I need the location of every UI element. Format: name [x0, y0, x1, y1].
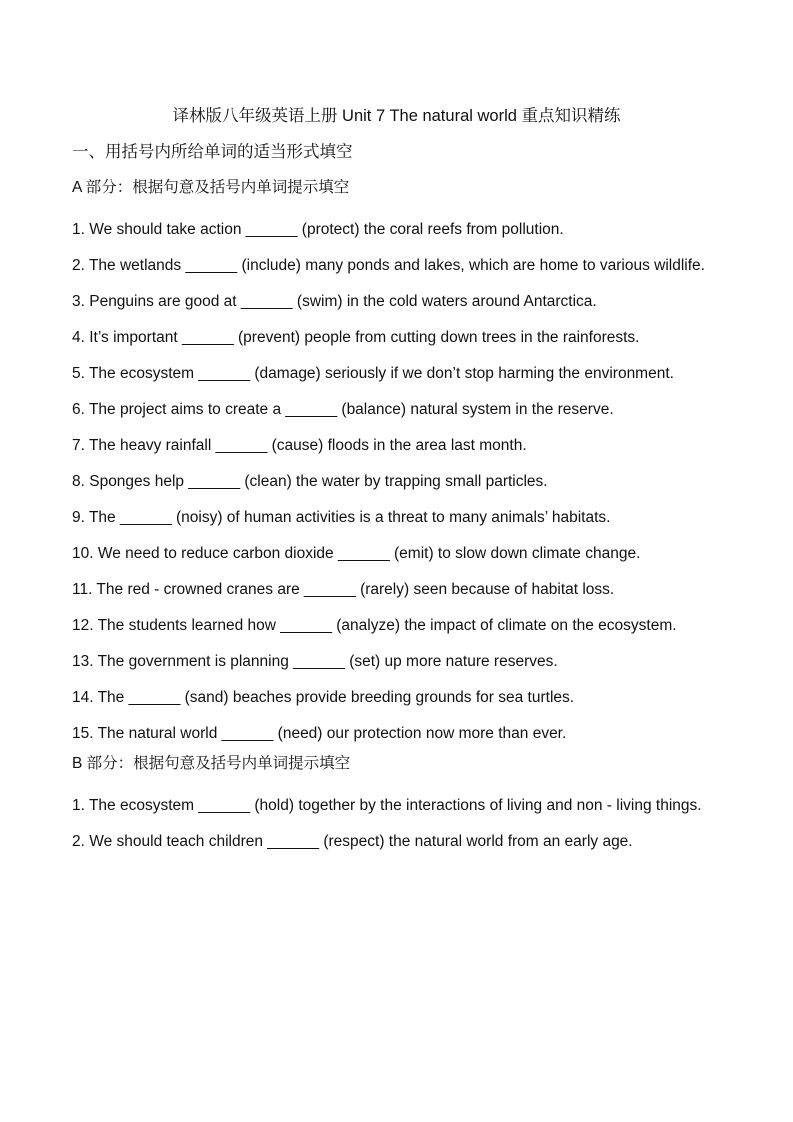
question-b-1: 1. The ecosystem ______ (hold) together by the interactions of living and non - living things.	[72, 797, 702, 814]
question-a-3: 3. Penguins are good at ______ (swim) in the cold waters around Antarctica.	[72, 293, 597, 310]
question-a-9: 9. The ______ (noisy) of human activities is a threat to many animals’ habitats.	[72, 509, 611, 526]
question-a-15: 15. The natural world ______ (need) our protection now more than ever.	[72, 725, 567, 742]
question-a-6: 6. The project aims to create a ______ (balance) natural system in the reserve.	[72, 401, 614, 418]
page-title: 译林版八年级英语上册 Unit 7 The natural world 重点知识精练	[172, 107, 621, 125]
question-a-5: 5. The ecosystem ______ (damage) seriously if we don’t stop harming the environment.	[72, 365, 674, 382]
question-a-11: 11. The red - crowned cranes are ______ (rarely) seen because of habitat loss.	[72, 581, 615, 598]
question-a-1: 1. We should take action ______ (protect) the coral reefs from pollution.	[72, 221, 564, 238]
question-a-13: 13. The government is planning ______ (set) up more nature reserves.	[72, 653, 558, 670]
question-a-4: 4. It’s important ______ (prevent) people from cutting down trees in the rainforests.	[72, 329, 640, 346]
question-a-7: 7. The heavy rainfall ______ (cause) floods in the area last month.	[72, 437, 527, 454]
section-heading: 一、用括号内所给单词的适当形式填空	[72, 143, 353, 161]
question-a-12: 12. The students learned how ______ (analyze) the impact of climate on the ecosystem.	[72, 617, 677, 634]
question-a-10: 10. We need to reduce carbon dioxide ______ (emit) to slow down climate change.	[72, 545, 641, 562]
question-a-8: 8. Sponges help ______ (clean) the water by trapping small particles.	[72, 473, 548, 490]
worksheet-page	[72, 104, 721, 860]
question-a-14: 14. The ______ (sand) beaches provide breeding grounds for sea turtles.	[72, 689, 575, 706]
part-b-heading: B 部分：根据句意及括号内单词提示填空	[72, 755, 351, 772]
question-a-2: 2. The wetlands ______ (include) many ponds and lakes, which are home to various wildlife.	[72, 257, 705, 274]
question-b-2: 2. We should teach children ______ (respect) the natural world from an early age.	[72, 833, 633, 850]
part-a-heading: A 部分：根据句意及括号内单词提示填空	[72, 179, 350, 196]
